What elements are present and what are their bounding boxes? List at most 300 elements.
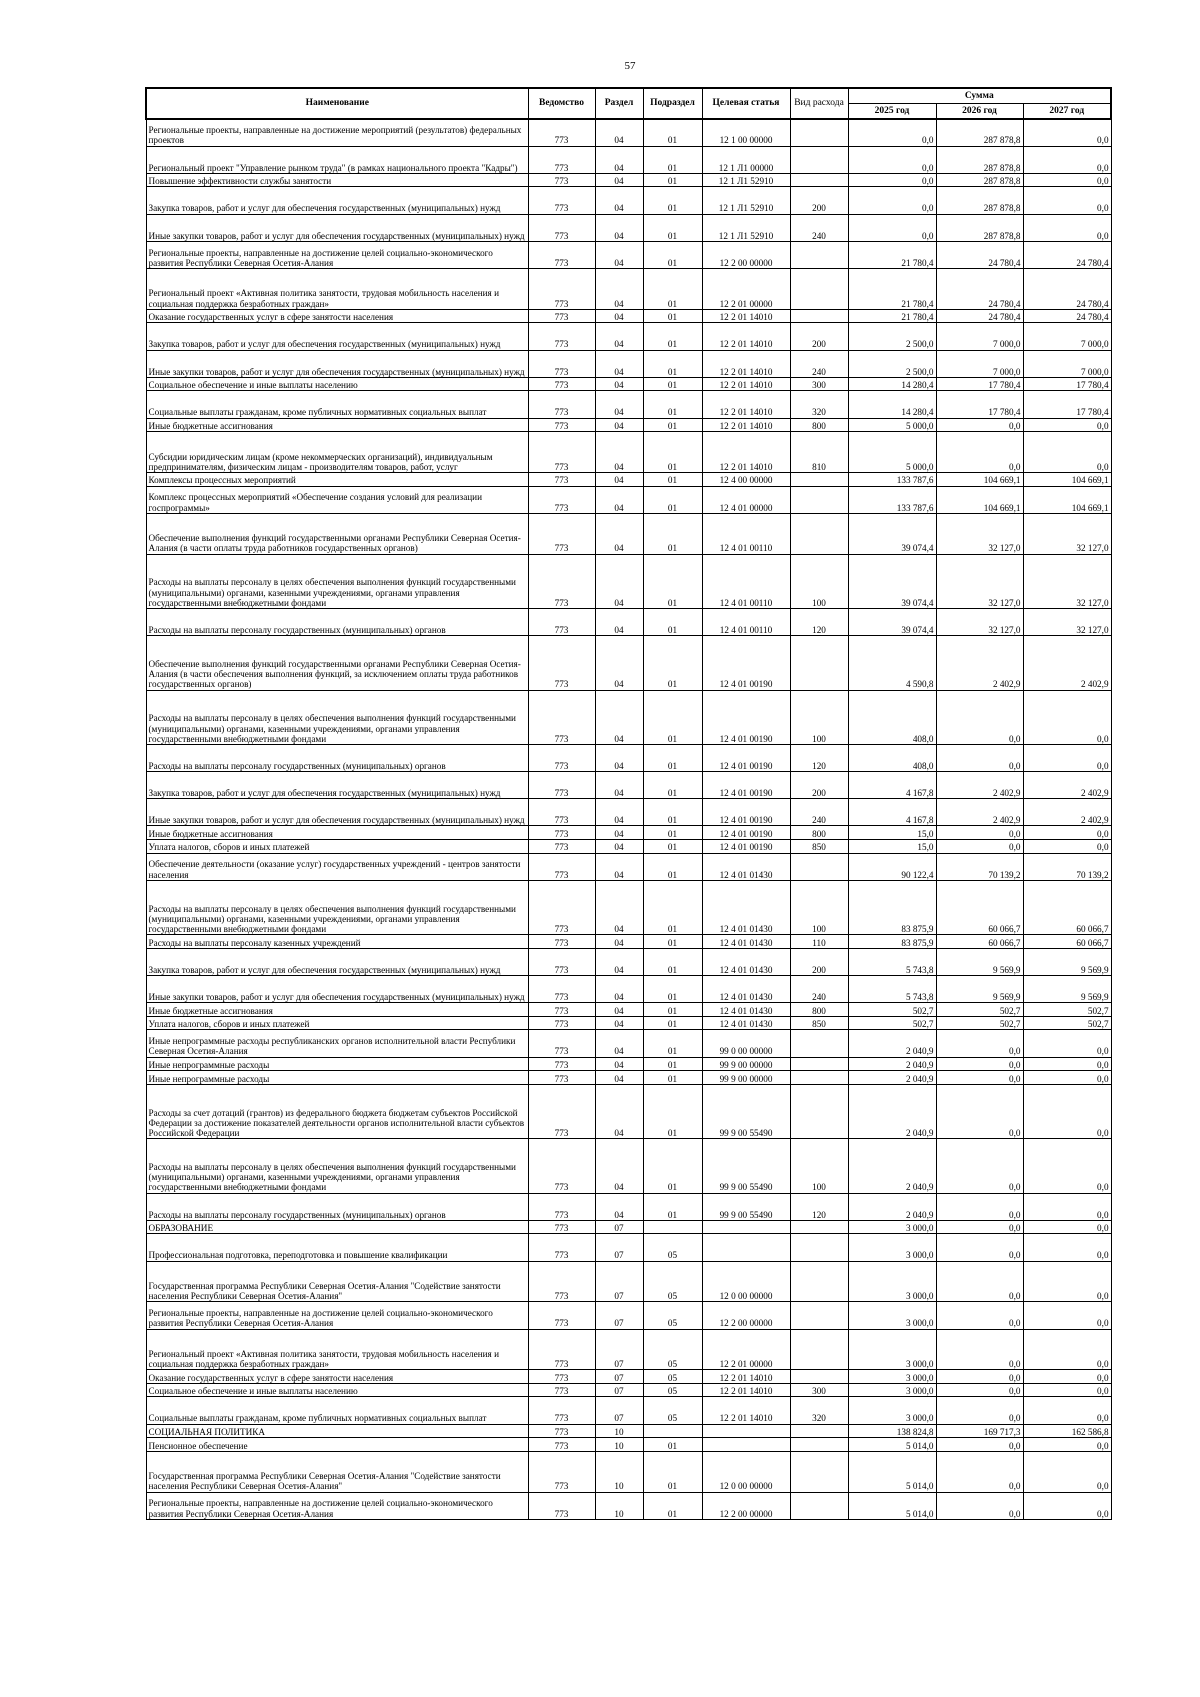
cell-podrazdel: 01 <box>643 1451 702 1492</box>
cell-razdel: 04 <box>595 935 643 949</box>
cell-podrazdel: 05 <box>643 1302 702 1329</box>
cell-podrazdel: 01 <box>643 309 702 323</box>
cell-celevaya-statya <box>702 1234 790 1261</box>
cell-name: Региональные проекты, направленные на достижение целей социально-экономического развития Республики Северная Осетия-Алания <box>146 1492 528 1519</box>
cell-podrazdel: 01 <box>643 1030 702 1057</box>
table-row <box>146 173 1111 187</box>
cell-celevaya-statya: 12 4 01 00000 <box>702 486 790 513</box>
cell-vedomstvo: 773 <box>528 1030 595 1057</box>
cell-vedomstvo: 773 <box>528 119 595 146</box>
cell-vedomstvo: 773 <box>528 744 595 771</box>
cell-sum-2025: 2 500,0 <box>848 323 936 350</box>
cell-podrazdel: 01 <box>643 826 702 840</box>
cell-vid-rashoda: 240 <box>790 350 848 377</box>
cell-vid-rashoda <box>790 1261 848 1302</box>
cell-celevaya-statya: 99 9 00 55490 <box>702 1084 790 1138</box>
cell-sum-2027: 0,0 <box>1023 146 1111 173</box>
cell-name: Расходы на выплаты персоналу в целях обеспечения выполнения функций государственными (муниципальными) органами, казенными учреждениями, органами управления государственными внебюджетными фондами <box>146 880 528 934</box>
cell-vedomstvo: 773 <box>528 391 595 418</box>
cell-sum-2027: 0,0 <box>1023 1397 1111 1424</box>
cell-podrazdel: 01 <box>643 636 702 690</box>
cell-sum-2027: 0,0 <box>1023 119 1111 146</box>
cell-podrazdel: 01 <box>643 214 702 241</box>
cell-sum-2027: 0,0 <box>1023 1057 1111 1071</box>
cell-podrazdel: 01 <box>643 418 702 432</box>
cell-sum-2026: 0,0 <box>936 1302 1023 1329</box>
cell-sum-2027: 0,0 <box>1023 187 1111 214</box>
cell-vedomstvo: 773 <box>528 1383 595 1397</box>
cell-sum-2026: 9 569,9 <box>936 948 1023 975</box>
cell-sum-2025: 0,0 <box>848 214 936 241</box>
cell-razdel: 04 <box>595 214 643 241</box>
cell-vedomstvo: 773 <box>528 1329 595 1370</box>
cell-name: ОБРАЗОВАНИЕ <box>146 1220 528 1234</box>
cell-sum-2026: 0,0 <box>936 1438 1023 1452</box>
cell-vid-rashoda: 110 <box>790 935 848 949</box>
cell-razdel: 07 <box>595 1220 643 1234</box>
cell-sum-2027: 0,0 <box>1023 1451 1111 1492</box>
cell-podrazdel: 01 <box>643 1071 702 1085</box>
cell-sum-2026: 32 127,0 <box>936 513 1023 554</box>
cell-celevaya-statya: 12 1 Л1 00000 <box>702 146 790 173</box>
cell-vid-rashoda <box>790 269 848 310</box>
cell-vid-rashoda <box>790 486 848 513</box>
cell-vedomstvo: 773 <box>528 187 595 214</box>
cell-razdel: 04 <box>595 744 643 771</box>
cell-sum-2026: 502,7 <box>936 1016 1023 1030</box>
cell-celevaya-statya: 12 1 Л1 52910 <box>702 214 790 241</box>
table-row <box>146 1424 1111 1438</box>
cell-name: Оказание государственных услуг в сфере занятости населения <box>146 309 528 323</box>
cell-vid-rashoda <box>790 241 848 268</box>
cell-vedomstvo: 773 <box>528 1220 595 1234</box>
cell-sum-2026: 0,0 <box>936 1329 1023 1370</box>
cell-razdel: 04 <box>595 948 643 975</box>
cell-sum-2025: 408,0 <box>848 744 936 771</box>
cell-sum-2025: 502,7 <box>848 1003 936 1017</box>
cell-vid-rashoda: 240 <box>790 799 848 826</box>
cell-podrazdel: 01 <box>643 486 702 513</box>
cell-vedomstvo: 773 <box>528 554 595 608</box>
cell-razdel: 07 <box>595 1370 643 1384</box>
cell-razdel: 04 <box>595 269 643 310</box>
cell-podrazdel: 01 <box>643 840 702 854</box>
cell-vedomstvo: 773 <box>528 636 595 690</box>
cell-sum-2025: 133 787,6 <box>848 486 936 513</box>
cell-name: Иные закупки товаров, работ и услуг для обеспечения государственных (муниципальных) нужд <box>146 214 528 241</box>
cell-celevaya-statya: 99 9 00 00000 <box>702 1057 790 1071</box>
cell-sum-2025: 0,0 <box>848 187 936 214</box>
table-row <box>146 1220 1111 1234</box>
cell-sum-2027: 0,0 <box>1023 1438 1111 1452</box>
cell-razdel: 10 <box>595 1424 643 1438</box>
table-row <box>146 772 1111 799</box>
cell-podrazdel: 05 <box>643 1261 702 1302</box>
cell-celevaya-statya: 12 4 01 00190 <box>702 826 790 840</box>
cell-sum-2026: 0,0 <box>936 1220 1023 1234</box>
cell-sum-2025: 2 040,9 <box>848 1057 936 1071</box>
table-row <box>146 432 1111 473</box>
cell-vedomstvo: 773 <box>528 432 595 473</box>
cell-sum-2025: 14 280,4 <box>848 377 936 391</box>
cell-vid-rashoda: 850 <box>790 1016 848 1030</box>
cell-podrazdel: 01 <box>643 513 702 554</box>
cell-podrazdel: 05 <box>643 1234 702 1261</box>
cell-sum-2026: 0,0 <box>936 1084 1023 1138</box>
cell-sum-2027: 24 780,4 <box>1023 269 1111 310</box>
cell-sum-2025: 3 000,0 <box>848 1234 936 1261</box>
cell-name: Региональные проекты, направленные на достижение целей социально-экономического развития Республики Северная Осетия-Алания <box>146 1302 528 1329</box>
cell-celevaya-statya: 12 4 01 00190 <box>702 772 790 799</box>
cell-name: Закупка товаров, работ и услуг для обеспечения государственных (муниципальных) нужд <box>146 772 528 799</box>
cell-sum-2026: 70 139,2 <box>936 853 1023 880</box>
cell-sum-2026: 104 669,1 <box>936 486 1023 513</box>
cell-sum-2026: 0,0 <box>936 1370 1023 1384</box>
cell-name: Уплата налогов, сборов и иных платежей <box>146 840 528 854</box>
cell-name: Обеспечение деятельности (оказание услуг) государственных учреждений - центров занятости населения <box>146 853 528 880</box>
cell-podrazdel: 01 <box>643 432 702 473</box>
cell-vid-rashoda <box>790 1438 848 1452</box>
cell-sum-2026: 7 000,0 <box>936 350 1023 377</box>
cell-vedomstvo: 773 <box>528 1193 595 1220</box>
cell-vid-rashoda <box>790 853 848 880</box>
table-row <box>146 350 1111 377</box>
cell-razdel: 04 <box>595 432 643 473</box>
header-year-2026: 2026 год <box>936 104 1023 120</box>
cell-podrazdel: 01 <box>643 744 702 771</box>
cell-sum-2027: 24 780,4 <box>1023 241 1111 268</box>
cell-sum-2027: 2 402,9 <box>1023 772 1111 799</box>
cell-sum-2027: 0,0 <box>1023 1139 1111 1193</box>
cell-sum-2027: 0,0 <box>1023 1302 1111 1329</box>
cell-sum-2026: 32 127,0 <box>936 608 1023 635</box>
cell-podrazdel: 01 <box>643 323 702 350</box>
cell-podrazdel: 01 <box>643 119 702 146</box>
table-row <box>146 1329 1111 1370</box>
cell-name: Социальное обеспечение и иные выплаты населению <box>146 1383 528 1397</box>
cell-podrazdel: 01 <box>643 1438 702 1452</box>
cell-vid-rashoda: 800 <box>790 1003 848 1017</box>
table-row <box>146 1397 1111 1424</box>
cell-vedomstvo: 773 <box>528 323 595 350</box>
cell-sum-2025: 15,0 <box>848 826 936 840</box>
cell-sum-2026: 0,0 <box>936 1139 1023 1193</box>
cell-sum-2027: 0,0 <box>1023 1193 1111 1220</box>
cell-sum-2026: 7 000,0 <box>936 323 1023 350</box>
cell-sum-2027: 9 569,9 <box>1023 948 1111 975</box>
cell-sum-2027: 17 780,4 <box>1023 377 1111 391</box>
cell-sum-2025: 138 824,8 <box>848 1424 936 1438</box>
cell-sum-2026: 287 878,8 <box>936 119 1023 146</box>
cell-sum-2027: 0,0 <box>1023 432 1111 473</box>
cell-razdel: 07 <box>595 1383 643 1397</box>
cell-razdel: 04 <box>595 1193 643 1220</box>
cell-celevaya-statya: 12 4 01 00110 <box>702 513 790 554</box>
cell-sum-2026: 0,0 <box>936 1261 1023 1302</box>
header-summa: Сумма <box>848 88 1111 104</box>
table-row <box>146 214 1111 241</box>
cell-celevaya-statya: 12 1 00 00000 <box>702 119 790 146</box>
header-year-2027: 2027 год <box>1023 104 1111 120</box>
table-row <box>146 826 1111 840</box>
cell-sum-2027: 60 066,7 <box>1023 935 1111 949</box>
cell-razdel: 10 <box>595 1438 643 1452</box>
cell-podrazdel: 05 <box>643 1397 702 1424</box>
cell-sum-2026: 0,0 <box>936 690 1023 744</box>
cell-vedomstvo: 773 <box>528 1451 595 1492</box>
table-row <box>146 241 1111 268</box>
cell-sum-2026: 104 669,1 <box>936 472 1023 486</box>
cell-sum-2027: 0,0 <box>1023 173 1111 187</box>
cell-sum-2025: 21 780,4 <box>848 241 936 268</box>
cell-razdel: 04 <box>595 323 643 350</box>
cell-name: Региональный проект "Управление рынком труда" (в рамках национального проекта "Кадры") <box>146 146 528 173</box>
cell-celevaya-statya: 12 4 01 01430 <box>702 976 790 1003</box>
cell-razdel: 04 <box>595 1071 643 1085</box>
cell-sum-2027: 0,0 <box>1023 1071 1111 1085</box>
cell-vid-rashoda: 120 <box>790 1193 848 1220</box>
cell-razdel: 04 <box>595 1030 643 1057</box>
budget-table <box>145 87 1112 1520</box>
cell-vid-rashoda <box>790 472 848 486</box>
cell-sum-2026: 0,0 <box>936 432 1023 473</box>
cell-razdel: 07 <box>595 1397 643 1424</box>
cell-sum-2027: 0,0 <box>1023 840 1111 854</box>
cell-vedomstvo: 773 <box>528 772 595 799</box>
table-row <box>146 119 1111 146</box>
cell-vedomstvo: 773 <box>528 1139 595 1193</box>
cell-vid-rashoda: 200 <box>790 948 848 975</box>
cell-sum-2026: 60 066,7 <box>936 880 1023 934</box>
cell-podrazdel: 01 <box>643 1016 702 1030</box>
cell-celevaya-statya: 12 4 01 00110 <box>702 554 790 608</box>
cell-sum-2027: 7 000,0 <box>1023 323 1111 350</box>
cell-celevaya-statya: 12 2 01 00000 <box>702 269 790 310</box>
table-row <box>146 554 1111 608</box>
cell-vid-rashoda: 240 <box>790 976 848 1003</box>
cell-vedomstvo: 773 <box>528 269 595 310</box>
cell-podrazdel: 01 <box>643 948 702 975</box>
cell-podrazdel: 01 <box>643 690 702 744</box>
table-row <box>146 1234 1111 1261</box>
table-row <box>146 1030 1111 1057</box>
cell-sum-2026: 24 780,4 <box>936 269 1023 310</box>
cell-sum-2027: 0,0 <box>1023 826 1111 840</box>
cell-celevaya-statya: 12 4 01 01430 <box>702 948 790 975</box>
cell-name: Иные непрограммные расходы <box>146 1057 528 1071</box>
cell-name: Обеспечение выполнения функций государственными органами Республики Северная Осетия-Алания (в части оплаты труда работников государственных органов) <box>146 513 528 554</box>
cell-sum-2026: 2 402,9 <box>936 636 1023 690</box>
cell-celevaya-statya: 99 9 00 55490 <box>702 1139 790 1193</box>
cell-razdel: 04 <box>595 853 643 880</box>
table-row <box>146 1451 1111 1492</box>
cell-razdel: 04 <box>595 880 643 934</box>
cell-sum-2027: 32 127,0 <box>1023 554 1111 608</box>
cell-razdel: 04 <box>595 391 643 418</box>
cell-razdel: 04 <box>595 636 643 690</box>
cell-vid-rashoda: 240 <box>790 214 848 241</box>
cell-sum-2027: 502,7 <box>1023 1016 1111 1030</box>
cell-vid-rashoda <box>790 1302 848 1329</box>
cell-name: Иные бюджетные ассигнования <box>146 826 528 840</box>
table-row <box>146 840 1111 854</box>
cell-celevaya-statya: 12 4 00 00000 <box>702 472 790 486</box>
cell-razdel: 04 <box>595 350 643 377</box>
cell-sum-2027: 60 066,7 <box>1023 880 1111 934</box>
cell-sum-2027: 17 780,4 <box>1023 391 1111 418</box>
cell-vedomstvo: 773 <box>528 840 595 854</box>
header-vid-rashoda: Вид расхода <box>790 88 848 119</box>
cell-vid-rashoda <box>790 119 848 146</box>
cell-celevaya-statya: 99 9 00 00000 <box>702 1071 790 1085</box>
cell-sum-2026: 287 878,8 <box>936 146 1023 173</box>
cell-name: Профессиональная подготовка, переподготовка и повышение квалификации <box>146 1234 528 1261</box>
cell-vid-rashoda <box>790 1084 848 1138</box>
cell-vedomstvo: 773 <box>528 214 595 241</box>
cell-vid-rashoda: 200 <box>790 772 848 799</box>
cell-name: Комплекс процессных мероприятий «Обеспечение создания условий для реализации госпрограммы» <box>146 486 528 513</box>
table-row <box>146 1057 1111 1071</box>
cell-vid-rashoda <box>790 636 848 690</box>
cell-sum-2026: 0,0 <box>936 744 1023 771</box>
cell-sum-2026: 287 878,8 <box>936 187 1023 214</box>
cell-sum-2025: 0,0 <box>848 119 936 146</box>
cell-sum-2027: 104 669,1 <box>1023 486 1111 513</box>
cell-vid-rashoda: 120 <box>790 744 848 771</box>
cell-sum-2025: 83 875,9 <box>848 880 936 934</box>
cell-razdel: 04 <box>595 418 643 432</box>
cell-vid-rashoda <box>790 1057 848 1071</box>
cell-sum-2025: 21 780,4 <box>848 309 936 323</box>
cell-celevaya-statya: 12 2 01 14010 <box>702 1397 790 1424</box>
cell-celevaya-statya: 12 4 01 00190 <box>702 840 790 854</box>
cell-razdel: 04 <box>595 173 643 187</box>
cell-celevaya-statya: 12 2 01 14010 <box>702 391 790 418</box>
header-vedomstvo: Ведомство <box>528 88 595 119</box>
cell-celevaya-statya <box>702 1438 790 1452</box>
table-row <box>146 1492 1111 1519</box>
cell-vedomstvo: 773 <box>528 1261 595 1302</box>
cell-vid-rashoda: 120 <box>790 608 848 635</box>
cell-podrazdel: 01 <box>643 187 702 214</box>
cell-celevaya-statya: 12 4 01 00190 <box>702 690 790 744</box>
table-row <box>146 418 1111 432</box>
cell-celevaya-statya: 12 2 00 00000 <box>702 1302 790 1329</box>
cell-sum-2026: 2 402,9 <box>936 799 1023 826</box>
cell-sum-2025: 83 875,9 <box>848 935 936 949</box>
cell-podrazdel: 01 <box>643 1057 702 1071</box>
header-year-2025: 2025 год <box>848 104 936 120</box>
cell-sum-2025: 0,0 <box>848 173 936 187</box>
cell-sum-2025: 2 500,0 <box>848 350 936 377</box>
cell-podrazdel: 01 <box>643 772 702 799</box>
cell-celevaya-statya: 12 2 01 14010 <box>702 1383 790 1397</box>
cell-sum-2025: 3 000,0 <box>848 1329 936 1370</box>
cell-sum-2025: 90 122,4 <box>848 853 936 880</box>
cell-razdel: 04 <box>595 976 643 1003</box>
cell-sum-2025: 5 014,0 <box>848 1492 936 1519</box>
cell-sum-2026: 2 402,9 <box>936 772 1023 799</box>
cell-celevaya-statya: 12 4 01 00190 <box>702 744 790 771</box>
table-row <box>146 472 1111 486</box>
cell-sum-2025: 2 040,9 <box>848 1139 936 1193</box>
cell-name: Государственная программа Республики Северная Осетия-Алания "Содействие занятости населения Республики Северная Осетия-Алания" <box>146 1261 528 1302</box>
cell-vedomstvo: 773 <box>528 1057 595 1071</box>
cell-name: Расходы на выплаты персоналу государственных (муниципальных) органов <box>146 744 528 771</box>
cell-celevaya-statya: 12 1 Л1 52910 <box>702 187 790 214</box>
cell-vid-rashoda: 200 <box>790 187 848 214</box>
cell-vedomstvo: 773 <box>528 309 595 323</box>
cell-sum-2025: 5 014,0 <box>848 1451 936 1492</box>
cell-sum-2025: 5 743,8 <box>848 976 936 1003</box>
cell-celevaya-statya: 12 1 Л1 52910 <box>702 173 790 187</box>
cell-vid-rashoda <box>790 1370 848 1384</box>
cell-podrazdel: 01 <box>643 880 702 934</box>
cell-celevaya-statya: 99 0 00 00000 <box>702 1030 790 1057</box>
cell-razdel: 04 <box>595 1139 643 1193</box>
cell-celevaya-statya: 12 2 01 14010 <box>702 323 790 350</box>
cell-sum-2025: 502,7 <box>848 1016 936 1030</box>
table-row <box>146 269 1111 310</box>
cell-name: Региональные проекты, направленные на достижение целей социально-экономического развития Республики Северная Осетия-Алания <box>146 241 528 268</box>
cell-vid-rashoda <box>790 1329 848 1370</box>
table-row <box>146 608 1111 635</box>
cell-celevaya-statya: 12 2 01 14010 <box>702 432 790 473</box>
cell-vedomstvo: 773 <box>528 608 595 635</box>
cell-podrazdel <box>643 1424 702 1438</box>
cell-podrazdel: 01 <box>643 853 702 880</box>
cell-razdel: 04 <box>595 772 643 799</box>
cell-vedomstvo: 773 <box>528 853 595 880</box>
cell-vid-rashoda <box>790 1451 848 1492</box>
cell-name: Социальные выплаты гражданам, кроме публичных нормативных социальных выплат <box>146 1397 528 1424</box>
cell-vedomstvo: 773 <box>528 948 595 975</box>
table-row <box>146 880 1111 934</box>
cell-vedomstvo: 773 <box>528 880 595 934</box>
table-row <box>146 309 1111 323</box>
table-row <box>146 1383 1111 1397</box>
cell-vedomstvo: 773 <box>528 241 595 268</box>
cell-sum-2025: 0,0 <box>848 146 936 173</box>
cell-sum-2025: 5 014,0 <box>848 1438 936 1452</box>
cell-name: Региональные проекты, направленные на достижение мероприятий (результатов) федеральных проектов <box>146 119 528 146</box>
cell-name: Региональный проект «Активная политика занятости, трудовая мобильность населения и социальная поддержка безработных граждан» <box>146 1329 528 1370</box>
cell-vid-rashoda: 300 <box>790 377 848 391</box>
cell-podrazdel: 01 <box>643 799 702 826</box>
cell-sum-2025: 5 743,8 <box>848 948 936 975</box>
cell-razdel: 07 <box>595 1261 643 1302</box>
cell-sum-2025: 39 074,4 <box>848 608 936 635</box>
cell-celevaya-statya: 12 4 01 00190 <box>702 636 790 690</box>
cell-razdel: 04 <box>595 486 643 513</box>
cell-vid-rashoda: 800 <box>790 418 848 432</box>
table-row <box>146 391 1111 418</box>
cell-vid-rashoda <box>790 1424 848 1438</box>
cell-podrazdel: 01 <box>643 146 702 173</box>
table-row <box>146 1084 1111 1138</box>
cell-name: Повышение эффективности службы занятости <box>146 173 528 187</box>
cell-name: Иные непрограммные расходы <box>146 1071 528 1085</box>
cell-sum-2027: 0,0 <box>1023 1030 1111 1057</box>
cell-sum-2025: 4 167,8 <box>848 772 936 799</box>
cell-vedomstvo: 773 <box>528 350 595 377</box>
cell-sum-2025: 39 074,4 <box>848 554 936 608</box>
cell-sum-2026: 17 780,4 <box>936 377 1023 391</box>
cell-podrazdel: 01 <box>643 1003 702 1017</box>
cell-razdel: 04 <box>595 472 643 486</box>
cell-podrazdel: 05 <box>643 1329 702 1370</box>
cell-celevaya-statya: 12 2 01 14010 <box>702 350 790 377</box>
